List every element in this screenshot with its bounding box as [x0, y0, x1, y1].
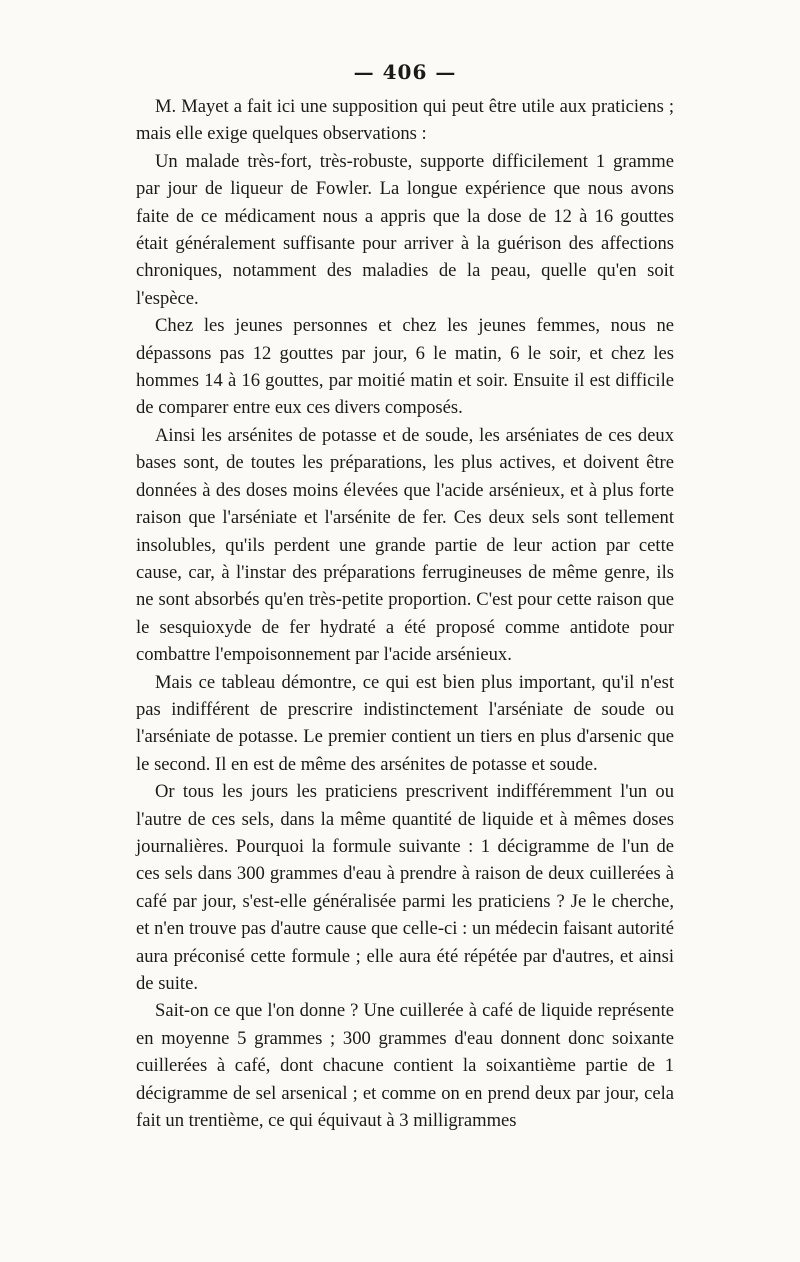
page-number: — 406 —: [353, 60, 457, 84]
paragraph: Mais ce tableau démontre, ce qui est bien plus important, qu'il n'est pas indifférent de prescrire indistinctement l'arséniate de soude ou l'arséniate de potasse. Le premier contient un tiers en plus d'arsenic que le second. Il en est de même des arsénites de potasse et soude.: [136, 671, 674, 775]
book-page: [136, 52, 674, 1134]
paragraph: Un malade très-fort, très-robuste, supporte difficilement 1 gramme par jour de liqueur de Fowler. La longue expérience que nous avons faite de ce médicament nous a appris que la dose de 12 à 16 gouttes était généralement suffisante pour arriver à la guérison des affections chroniques, notamment des maladies de la peau, quelle qu'en soit l'espèce.: [136, 150, 674, 309]
paragraph: Ainsi les arsénites de potasse et de soude, les arséniates de ces deux bases sont, de toutes les préparations, les plus actives, et doivent être données à des doses moins élevées que l'acide arsénieux, et à plus forte raison que l'arséniate et l'arsénite de fer. Ces deux sels sont tellement insolubles, qu'ils perdent une grande partie de leur action par cette cause, car, à l'instar des préparations ferrugineuses de même genre, ils ne sont absorbés qu'en très-petite proportion. C'est pour cette raison que le sesquioxyde de fer hydraté a été proposé comme antidote pour combattre l'empoisonnement par l'acide arsénieux.: [136, 424, 674, 666]
paragraph: M. Mayet a fait ici une supposition qui peut être utile aux praticiens ; mais elle exige quelques observations :: [136, 96, 674, 145]
body-text: [136, 93, 674, 1134]
paragraph: Sait-on ce que l'on donne ? Une cuillerée à café de liquide représente en moyenne 5 grammes ; 300 grammes d'eau donnent donc soixante cuillerées à café, dont chacune contient la soixantième partie de 1 décigramme de sel arsenical ; et comme on en prend deux par jour, cela fait un trentième, ce qui équivaut à 3 milligrammes: [136, 1000, 674, 1132]
paragraph: Or tous les jours les praticiens prescrivent indifféremment l'un ou l'autre de ces sels, dans la même quantité de liquide et à mêmes doses journalières. Pourquoi la formule suivante : 1 décigramme de l'un de ces sels dans 300 grammes d'eau à prendre à raison de deux cuillerées à café par jour, s'est-elle généralisée parmi les praticiens ? Je le cherche, et n'en trouve pas d'autre cause que celle-ci : un médecin faisant autorité aura préconisé cette formule ; elle aura été répétée par d'autres, et ainsi de suite.: [136, 781, 674, 994]
paragraph: Chez les jeunes personnes et chez les jeunes femmes, nous ne dépassons pas 12 gouttes par jour, 6 le matin, 6 le soir, et chez les hommes 14 à 16 gouttes, par moitié matin et soir. Ensuite il est difficile de comparer entre eux ces divers composés.: [136, 315, 674, 419]
